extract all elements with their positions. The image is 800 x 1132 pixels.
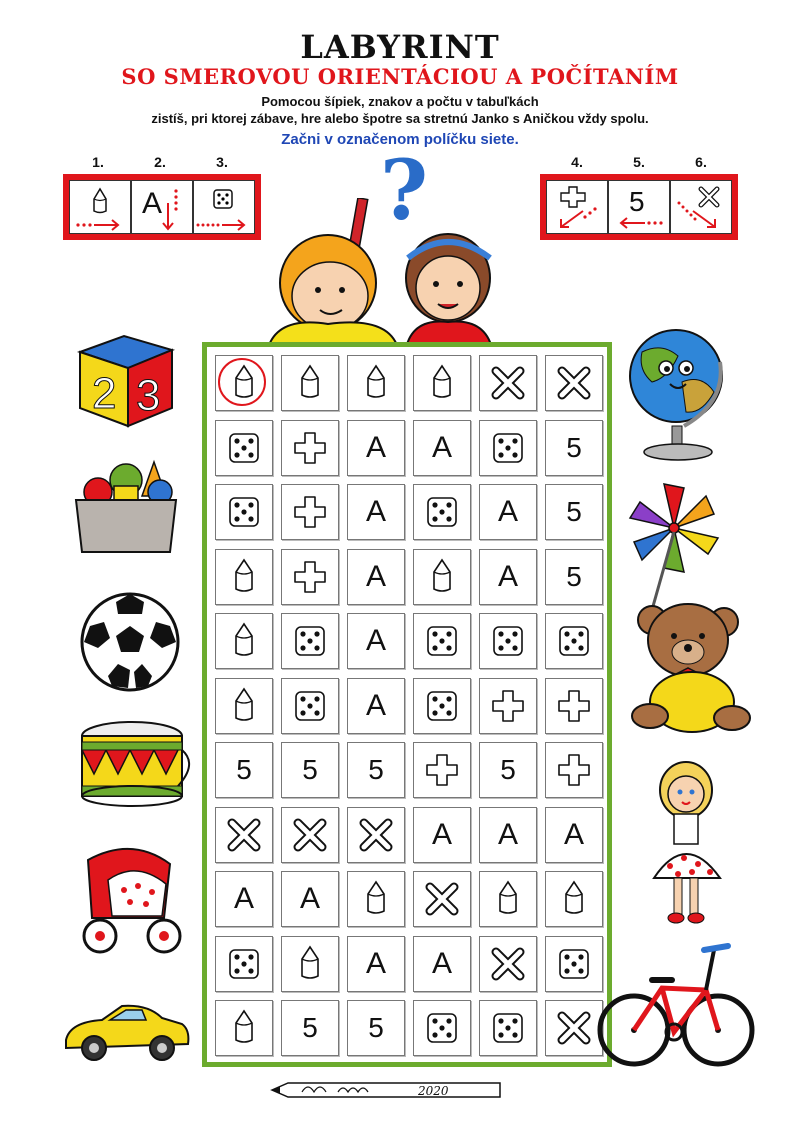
die-icon xyxy=(425,495,459,529)
instruction-line-1: Pomocou šípiek, znakov a počtu v tabuľkách xyxy=(261,94,539,109)
grid-cell[interactable] xyxy=(215,420,273,476)
legend-cell-3 xyxy=(193,180,255,234)
number-5: 5 xyxy=(368,754,384,785)
children-illustration xyxy=(258,198,508,348)
signature-year: 2020 xyxy=(418,1084,449,1098)
number-5: 5 xyxy=(566,560,582,592)
start-hint: Začni v označenom políčku siete. xyxy=(281,131,519,148)
cone-icon xyxy=(227,1009,261,1047)
grid-cell[interactable] xyxy=(479,936,537,992)
question-mark: ? xyxy=(380,143,429,239)
cone-icon xyxy=(293,364,327,402)
grid-cell[interactable] xyxy=(479,742,537,798)
labyrinth-grid xyxy=(202,342,612,1067)
soccer-ball-icon xyxy=(78,590,182,694)
plus-icon xyxy=(291,558,329,596)
die-icon xyxy=(227,947,261,981)
grid-cell[interactable] xyxy=(347,355,405,411)
grid-cell[interactable] xyxy=(215,807,273,863)
signature-pencil xyxy=(268,1076,518,1104)
legend-left-table xyxy=(63,174,261,240)
grid-cell[interactable] xyxy=(281,355,339,411)
grid-cell[interactable] xyxy=(281,613,339,669)
die-icon xyxy=(227,495,261,529)
grid-cell[interactable] xyxy=(413,1000,471,1056)
legend-number-3: 3. xyxy=(216,154,228,170)
grid-cell[interactable] xyxy=(545,871,603,927)
grid-cell[interactable] xyxy=(215,549,273,605)
letter-a: A xyxy=(365,495,386,528)
die-icon xyxy=(491,624,525,658)
die-arrow-right-icon xyxy=(194,181,254,233)
x-icon xyxy=(490,365,526,401)
legend-cell-2 xyxy=(131,180,193,234)
grid-cell[interactable] xyxy=(215,871,273,927)
plus-icon xyxy=(291,429,329,467)
grid-cell[interactable] xyxy=(281,484,339,540)
legend-cell-4 xyxy=(546,180,608,234)
grid-cell[interactable] xyxy=(479,1000,537,1056)
plus-arrow-down-left-icon xyxy=(547,181,607,233)
grid-cell[interactable] xyxy=(545,549,603,605)
letter-a: A xyxy=(365,688,386,722)
grid-cell[interactable] xyxy=(479,678,537,734)
grid-cell[interactable] xyxy=(413,807,471,863)
grid-cell[interactable] xyxy=(479,549,537,605)
grid-cell[interactable] xyxy=(545,355,603,411)
x-icon xyxy=(292,817,328,853)
grid-cell[interactable] xyxy=(479,871,537,927)
cone-icon xyxy=(227,687,261,725)
grid-cell[interactable] xyxy=(347,484,405,540)
letter-a: A xyxy=(497,817,518,851)
grid-cell[interactable] xyxy=(545,936,603,992)
grid-cell[interactable] xyxy=(545,484,603,540)
number-5: 5 xyxy=(566,496,582,527)
grid-cell[interactable] xyxy=(413,871,471,927)
number-5-arrow-left-icon xyxy=(609,181,669,233)
letter-a: A xyxy=(365,946,386,980)
cone-icon xyxy=(557,880,591,918)
legend-right-table xyxy=(540,174,738,240)
drum-icon xyxy=(74,714,200,810)
grid-cell[interactable] xyxy=(215,1000,273,1056)
grid-cell[interactable] xyxy=(347,936,405,992)
svg-text:5: 5 xyxy=(629,186,645,217)
cone-arrow-right-icon xyxy=(70,181,130,233)
legend-number-2: 2. xyxy=(154,154,166,170)
grid-cell[interactable] xyxy=(545,678,603,734)
grid-cell[interactable] xyxy=(479,613,537,669)
grid-cell[interactable] xyxy=(413,549,471,605)
grid-cell[interactable] xyxy=(215,742,273,798)
die-icon xyxy=(425,624,459,658)
page-subtitle: SO SMEROVOU ORIENTÁCIOU A POČÍTANÍM xyxy=(121,64,679,89)
legend-number-1: 1. xyxy=(92,154,104,170)
plus-icon xyxy=(291,493,329,531)
number-5: 5 xyxy=(500,754,516,785)
grid-cell[interactable] xyxy=(545,420,603,476)
number-5: 5 xyxy=(368,1012,384,1043)
grid-cell[interactable] xyxy=(215,936,273,992)
grid-cell[interactable] xyxy=(413,936,471,992)
die-icon xyxy=(491,431,525,465)
grid-cell[interactable] xyxy=(413,613,471,669)
globe-icon xyxy=(622,322,734,464)
grid-cell[interactable] xyxy=(281,807,339,863)
grid-cell[interactable] xyxy=(545,807,603,863)
legend-cell-5 xyxy=(608,180,670,234)
grid-cell[interactable] xyxy=(545,613,603,669)
cone-icon xyxy=(491,880,525,918)
grid-cell[interactable] xyxy=(479,807,537,863)
letter-a: A xyxy=(563,817,584,851)
grid-cell[interactable] xyxy=(281,1000,339,1056)
grid-cell[interactable] xyxy=(281,549,339,605)
die-icon xyxy=(425,689,459,723)
grid-cell[interactable] xyxy=(479,355,537,411)
grid-cell[interactable] xyxy=(347,678,405,734)
die-icon xyxy=(557,624,591,658)
doll-icon xyxy=(640,760,734,926)
cone-icon xyxy=(359,364,393,402)
grid-cell[interactable] xyxy=(281,420,339,476)
grid-cell[interactable] xyxy=(413,355,471,411)
grid-cell[interactable] xyxy=(215,484,273,540)
grid-cell[interactable] xyxy=(413,484,471,540)
grid-cell[interactable] xyxy=(545,1000,603,1056)
cone-icon xyxy=(293,945,327,983)
x-icon xyxy=(490,946,526,982)
die-icon xyxy=(293,689,327,723)
die-icon xyxy=(425,1011,459,1045)
letter-a: A xyxy=(365,559,386,593)
letter-a: A xyxy=(431,817,452,851)
grid-cell[interactable] xyxy=(347,871,405,927)
grid-cell[interactable] xyxy=(413,678,471,734)
letter-a: A xyxy=(497,495,518,528)
cone-icon xyxy=(359,880,393,918)
plus-icon xyxy=(423,751,461,789)
die-icon xyxy=(491,1011,525,1045)
x-arrow-down-left-icon xyxy=(671,181,731,233)
x-icon xyxy=(226,817,262,853)
legend-cell-1 xyxy=(69,180,131,234)
die-icon xyxy=(293,624,327,658)
grid-cell[interactable] xyxy=(347,613,405,669)
doll-pram-icon xyxy=(72,840,192,958)
legend-number-4: 4. xyxy=(571,154,583,170)
grid-cell[interactable] xyxy=(215,678,273,734)
plus-icon xyxy=(555,751,593,789)
grid-cell[interactable] xyxy=(347,742,405,798)
start-marker xyxy=(218,358,266,406)
instruction-line-2: zistíš, pri ktorej zábave, hre alebo špotre sa stretnú Janko s Aničkou vždy spolu. xyxy=(151,111,649,126)
plus-icon xyxy=(555,687,593,725)
x-icon xyxy=(556,365,592,401)
number-5: 5 xyxy=(236,754,252,785)
toy-car-icon xyxy=(62,1000,192,1062)
x-icon xyxy=(556,1010,592,1046)
grid-cell[interactable] xyxy=(281,742,339,798)
letter-a: A xyxy=(431,946,452,980)
cone-icon xyxy=(425,364,459,402)
legend-number-6: 6. xyxy=(695,154,707,170)
legend-cell-6 xyxy=(670,180,732,234)
grid-cell[interactable] xyxy=(281,936,339,992)
letter-a: A xyxy=(431,430,452,464)
grid-cell[interactable] xyxy=(347,549,405,605)
grid-cell[interactable] xyxy=(413,420,471,476)
legend-number-5: 5. xyxy=(633,154,645,170)
toy-box-icon xyxy=(70,456,182,556)
grid-cell[interactable] xyxy=(413,742,471,798)
bicycle-icon xyxy=(596,940,756,1070)
die-icon xyxy=(227,431,261,465)
letter-a: A xyxy=(365,430,386,464)
number-5: 5 xyxy=(302,754,318,785)
grid-cell[interactable] xyxy=(281,678,339,734)
svg-text:3: 3 xyxy=(136,371,161,420)
grid-cell[interactable] xyxy=(281,871,339,927)
die-icon xyxy=(557,947,591,981)
cone-icon xyxy=(425,558,459,596)
svg-text:A: A xyxy=(142,187,163,220)
grid-cell[interactable] xyxy=(215,355,273,411)
number-5: 5 xyxy=(566,431,582,463)
x-icon xyxy=(358,817,394,853)
grid-cell[interactable] xyxy=(545,742,603,798)
letter-a-arrow-down-icon xyxy=(132,181,192,233)
grid-cell[interactable] xyxy=(215,613,273,669)
grid-cell[interactable] xyxy=(347,807,405,863)
cone-icon xyxy=(227,622,261,660)
page-title: LABYRINT xyxy=(300,28,500,66)
letter-a: A xyxy=(365,624,386,657)
letter-a: A xyxy=(233,882,254,915)
letter-a: A xyxy=(497,559,518,593)
svg-text:2: 2 xyxy=(92,369,117,418)
grid-cell[interactable] xyxy=(347,420,405,476)
teddy-bear-icon xyxy=(628,592,754,738)
grid-cell[interactable] xyxy=(479,484,537,540)
letter-a: A xyxy=(299,882,320,915)
plus-icon xyxy=(489,687,527,725)
x-icon xyxy=(424,881,460,917)
grid-cell[interactable] xyxy=(479,420,537,476)
number-5: 5 xyxy=(302,1012,318,1043)
grid-cell[interactable] xyxy=(347,1000,405,1056)
cone-icon xyxy=(227,558,261,596)
number-cube-icon xyxy=(72,322,182,432)
